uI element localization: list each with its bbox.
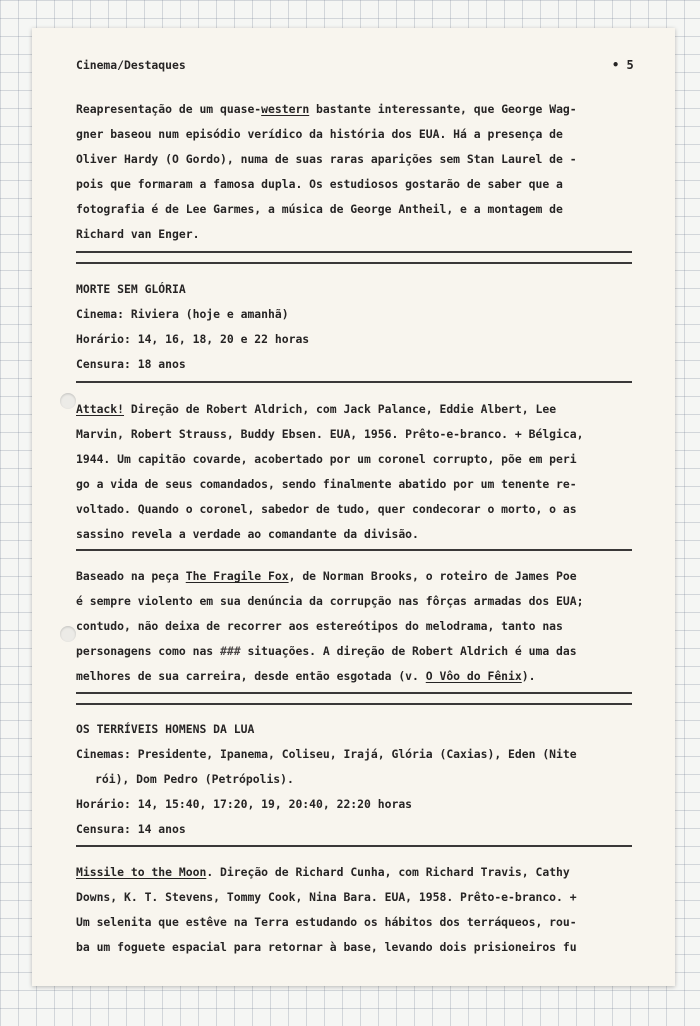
film-synopsis-line-3: 1944. Um capitão covarde, acobertado por um coronel corrupto, põe em peri xyxy=(76,452,577,466)
film-review-line-5: melhores de sua carreira, desde então esgotada (v. O Vôo do Fênix). xyxy=(76,669,536,683)
film-review-line-2: é sempre violento em sua denúncia da corrupção nas fôrças armadas dos EUA; xyxy=(76,594,584,608)
page-number: • 5 xyxy=(612,58,634,72)
typewritten-page xyxy=(32,28,675,986)
film-cinemas-line-1: Cinemas: Presidente, Ipanema, Coliseu, Irajá, Glória (Caxias), Eden (Nite xyxy=(76,747,577,761)
play-title: The Fragile Fox xyxy=(185,569,289,583)
film-censura: Censura: 18 anos xyxy=(76,357,186,371)
double-rule-bottom xyxy=(76,703,632,705)
film-review-line-4: personagens como nas ### situações. A direção de Robert Aldrich é uma das xyxy=(76,644,577,658)
film-synopsis-line-2: Downs, K. T. Stevens, Tommy Cook, Nina Bara. EUA, 1958. Prêto-e-branco. + xyxy=(76,890,577,904)
double-rule-top xyxy=(76,692,632,694)
underlined-term: western xyxy=(261,102,310,116)
section-rule xyxy=(76,549,632,551)
film-title: MORTE SEM GLÓRIA xyxy=(76,282,186,296)
referenced-film: O Vôo do Fênix xyxy=(425,669,522,683)
double-rule-bottom xyxy=(76,262,632,264)
film-review-line-3: contudo, não deixa de recorrer aos estereótipos do melodrama, tanto nas xyxy=(76,619,563,633)
intro-line-3: Oliver Hardy (O Gordo), numa de suas raras aparições sem Stan Laurel de - xyxy=(76,152,577,166)
film-cinema: Cinema: Riviera (hoje e amanhã) xyxy=(76,307,289,321)
film-horario: Horário: 14, 15:40, 17:20, 19, 20:40, 22:20 horas xyxy=(76,797,413,811)
intro-line-5: fotografia é de Lee Garmes, a música de George Antheil, e a montagem de xyxy=(76,202,563,216)
section-rule xyxy=(76,845,632,847)
film-title: OS TERRÍVEIS HOMENS DA LUA xyxy=(76,722,255,736)
struck-out-word: ### xyxy=(220,644,241,658)
film-horario: Horário: 14, 16, 18, 20 e 22 horas xyxy=(76,332,310,346)
film-synopsis-line-2: Marvin, Robert Strauss, Buddy Ebsen. EUA, 1956. Prêto-e-branco. + Bélgica, xyxy=(76,427,584,441)
film-synopsis-line-5: voltado. Quando o coronel, sabedor de tudo, quer condecorar o morto, o as xyxy=(76,502,577,516)
film-review-line-1: Baseado na peça The Fragile Fox, de Norman Brooks, o roteiro de James Poe xyxy=(76,569,577,583)
film-synopsis-line-1: Missile to the Moon. Direção de Richard Cunha, com Richard Travis, Cathy xyxy=(76,865,570,879)
punch-hole-bottom xyxy=(60,626,76,642)
original-title: Missile to the Moon xyxy=(76,865,207,879)
film-synopsis-line-6: sassino revela a verdade ao comandante da divisão. xyxy=(76,527,419,541)
punch-hole-top xyxy=(60,393,76,409)
intro-line-4: pois que formaram a famosa dupla. Os estudiosos gostarão de saber que a xyxy=(76,177,563,191)
film-cinemas-line-2: rói), Dom Pedro (Petrópolis). xyxy=(95,772,294,786)
film-censura: Censura: 14 anos xyxy=(76,822,186,836)
double-rule-top xyxy=(76,251,632,253)
intro-line-1: Reapresentação de um quase-western bastante interessante, que George Wag- xyxy=(76,102,577,116)
section-rule xyxy=(76,381,632,383)
intro-line-2: gner baseou num episódio verídico da história dos EUA. Há a presença de xyxy=(76,127,563,141)
intro-line-6: Richard van Enger. xyxy=(76,227,200,241)
film-synopsis-line-1: Attack! Direção de Robert Aldrich, com Jack Palance, Eddie Albert, Lee xyxy=(76,402,557,416)
section-header: Cinema/Destaques xyxy=(76,58,186,72)
film-synopsis-line-4: ba um foguete espacial para retornar à base, levando dois prisioneiros fu xyxy=(76,940,577,954)
film-synopsis-line-4: go a vida de seus comandados, sendo finalmente abatido por um tenente re- xyxy=(76,477,577,491)
film-synopsis-line-3: Um selenita que estêve na Terra estudando os hábitos dos terráqueos, rou- xyxy=(76,915,577,929)
original-title: Attack! xyxy=(76,402,125,416)
